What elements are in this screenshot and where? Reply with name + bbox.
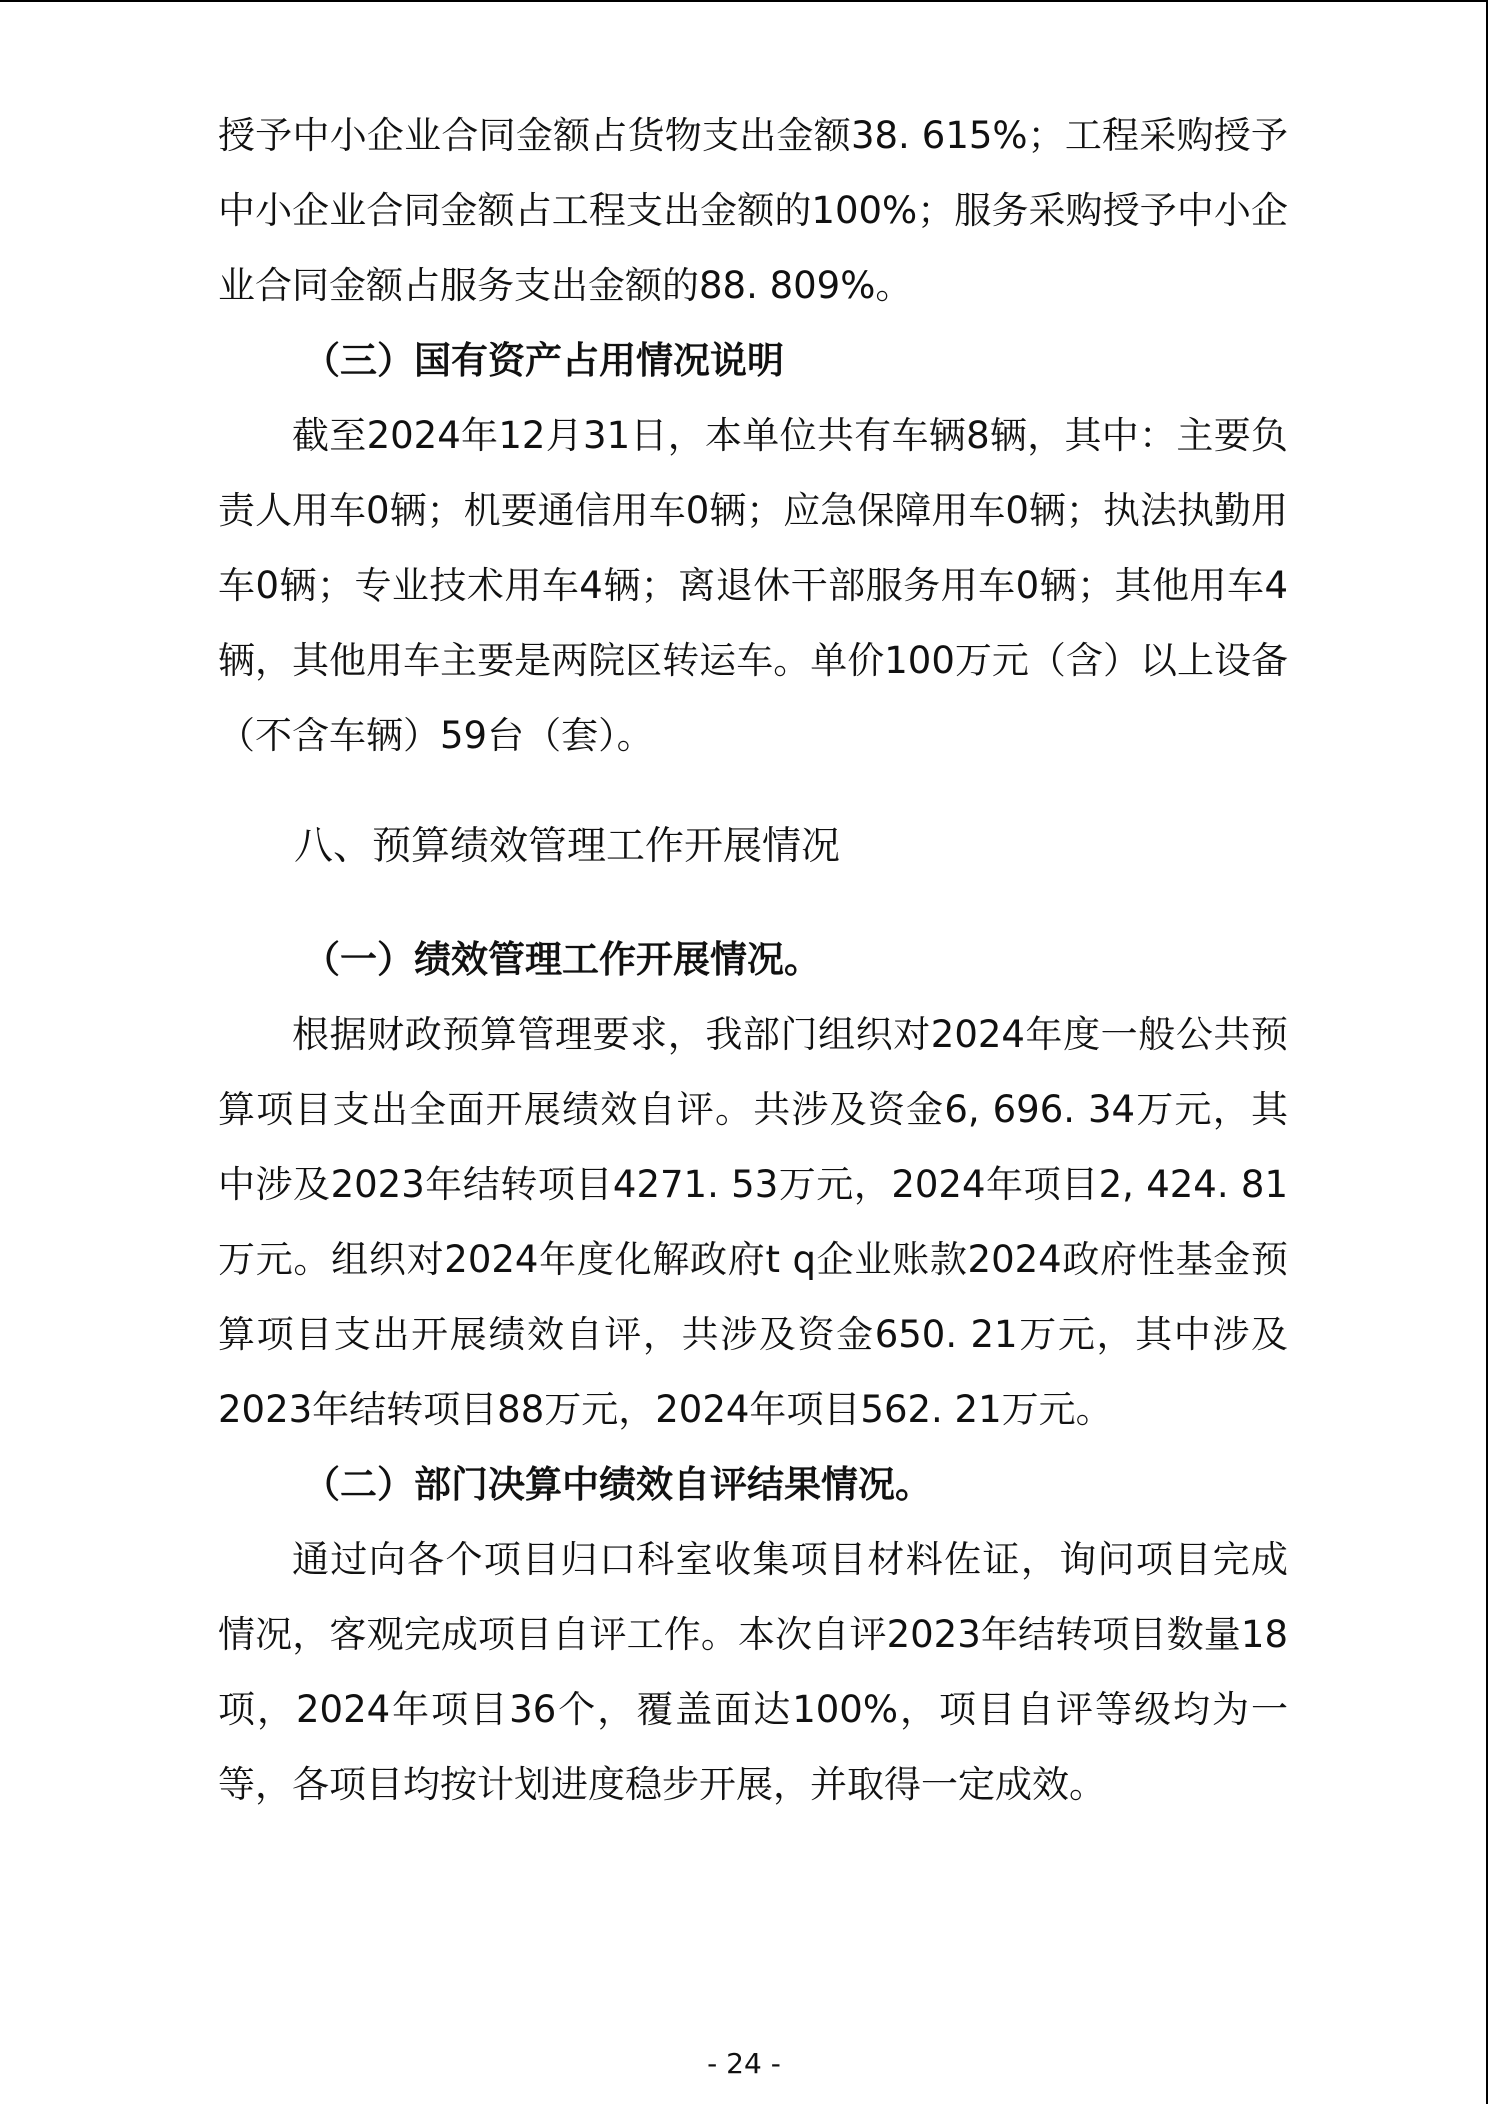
paragraph-performance-funds: 根据财政预算管理要求，我部门组织对2024年度一般公共预算项目支出全面开展绩效自评。共涉及资金6, 696. 34万元，其中涉及2023年结转项目4271. 53万元，2024年项目2, 424. 81万元。组织对2024年度化解政府t q企业账款2024政府性基金预算项目支出开展绩效自评，共涉及资金650. 21万元，其中涉及2023年结转项目88万元，2024年项目562. 21万元。 bbox=[218, 1013, 1288, 1431]
paragraph-sme-contracts: 授予中小企业合同金额占货物支出金额38. 615%；工程采购授予中小企业合同金额占工程支出金额的100%；服务采购授予中小企业合同金额占服务支出金额的88. 809%。 bbox=[218, 114, 1288, 307]
heading-self-evaluation: （二）部门决算中绩效自评结果情况。 bbox=[303, 1463, 932, 1506]
paragraph-self-evaluation: 通过向各个项目归口科室收集项目材料佐证，询问项目完成情况，客观完成项目自评工作。本次自评2023年结转项目数量18项，2024年项目36个，覆盖面达100%，项目自评等级均为一等，各项目均按计划进度稳步开展，并取得一定成效。 bbox=[218, 1538, 1288, 1806]
heading-state-assets: （三）国有资产占用情况说明 bbox=[303, 339, 784, 382]
section-heading-performance: 八、预算绩效管理工作开展情况 bbox=[294, 824, 841, 869]
spacer bbox=[218, 884, 1288, 922]
heading-performance-work: （一）绩效管理工作开展情况。 bbox=[303, 938, 821, 981]
document-page bbox=[218, 98, 1288, 1822]
page-border-top bbox=[0, 0, 1488, 2]
paragraph-vehicles: 截至2024年12月31日，本单位共有车辆8辆，其中：主要负责人用车0辆；机要通信用车0辆；应急保障用车0辆；执法执勤用车0辆；专业技术用车4辆；离退休干部服务用车0辆；其他用车4辆，其他用车主要是两院区转运车。单价100万元（含）以上设备（不含车辆）59台（套）。 bbox=[218, 414, 1288, 757]
spacer bbox=[218, 773, 1288, 809]
page-number: - 24 - bbox=[707, 2047, 781, 2080]
